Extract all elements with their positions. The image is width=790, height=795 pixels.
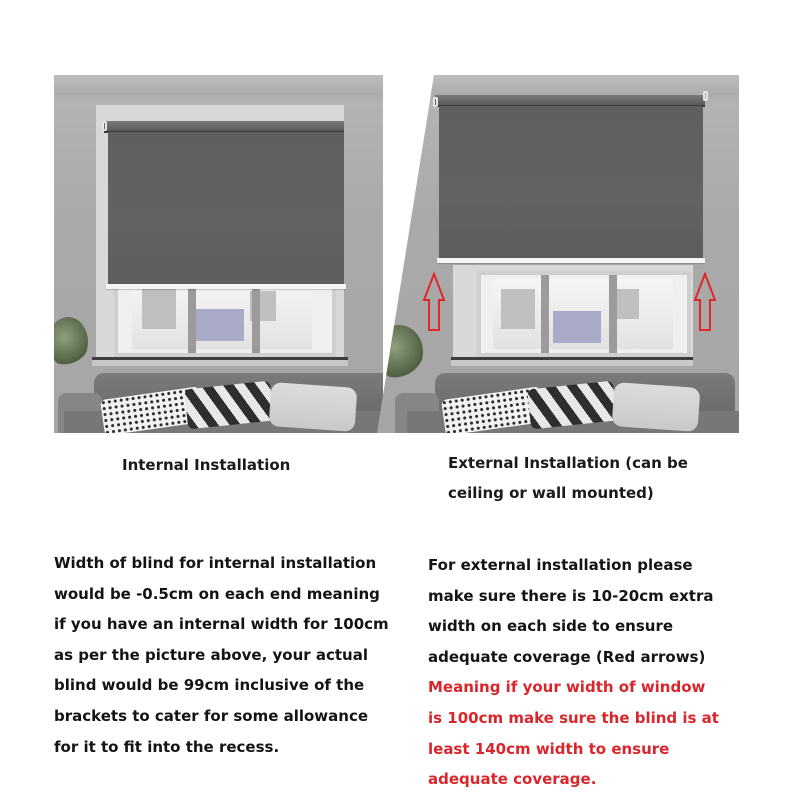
plain-pillow — [269, 382, 358, 432]
description-line: adequate coverage (Red arrows) — [428, 647, 706, 666]
bracket-icon — [102, 121, 107, 131]
roller-blind — [108, 132, 344, 285]
arrow-up-icon — [422, 272, 446, 332]
bracket-icon — [703, 91, 708, 101]
external-installation-caption — [448, 448, 688, 508]
description-line: if you have an internal width for 100cm — [54, 615, 389, 634]
caption-line: External Installation (can be — [448, 454, 688, 472]
external-installation-photo — [377, 75, 739, 433]
plant — [377, 325, 423, 379]
internal-installation-photo — [54, 75, 383, 433]
description-line: as per the picture above, your actual — [54, 645, 369, 664]
internal-installation-description — [54, 548, 389, 762]
highlight-line: Meaning if your width of window — [428, 678, 706, 697]
highlight-line: least 140cm width to ensure — [428, 739, 670, 758]
caption-line: ceiling or wall mounted) — [448, 484, 654, 502]
highlight-line: is 100cm make sure the blind is at — [428, 708, 719, 727]
description-line: Width of blind for internal installation — [54, 554, 377, 572]
window — [477, 271, 691, 357]
description-line: for it to fit into the recess. — [54, 737, 280, 756]
external-installation-description — [428, 550, 719, 795]
description-line: blind would be 99cm inclusive of the — [54, 676, 365, 695]
arrow-up-icon — [693, 272, 717, 332]
bracket-icon — [433, 97, 438, 107]
window-pane — [493, 279, 673, 349]
description-line: make sure there is 10-20cm extra — [428, 586, 714, 605]
description-line: width on each side to ensure — [428, 617, 674, 636]
window-pane — [132, 283, 312, 349]
ceiling — [54, 75, 383, 95]
ceiling — [377, 75, 739, 95]
description-line: For external installation please — [428, 556, 693, 574]
internal-installation-caption: Internal Installation — [122, 456, 291, 474]
blind-bottom-bar — [437, 258, 705, 263]
roller-blind — [439, 106, 703, 259]
description-line: would be -0.5cm on each end meaning — [54, 584, 380, 603]
description-line: brackets to cater for some allowance — [54, 706, 369, 725]
plain-pillow — [612, 382, 701, 432]
highlight-line: adequate coverage. — [428, 770, 597, 789]
blind-bottom-bar — [106, 284, 346, 289]
